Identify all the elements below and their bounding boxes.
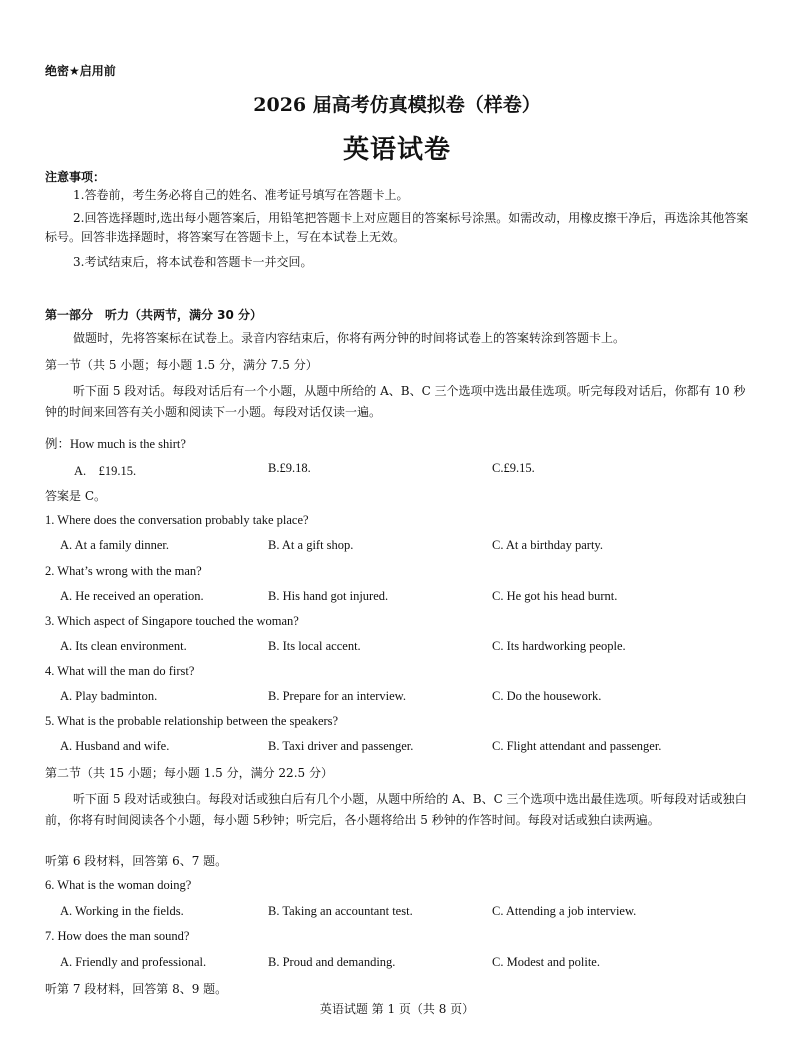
notice-heading: 注意事项： <box>45 170 106 184</box>
question-1-option-c: C. At a birthday party. <box>492 538 603 552</box>
question-1-option-b: B. At a gift shop. <box>268 538 354 552</box>
question-7-option-c: C. Modest and polite. <box>492 955 600 969</box>
question-6-option-c: C. Attending a job interview. <box>492 904 637 918</box>
question-3-option-b: B. Its local accent. <box>268 639 361 653</box>
material-6-note: 听第 6 段材料，回答第 6、7 题。 <box>45 854 228 868</box>
question-5-option-b: B. Taxi driver and passenger. <box>268 739 414 753</box>
question-6: 6. What is the woman doing? <box>45 878 192 892</box>
question-5-option-a: A. Husband and wife. <box>60 739 170 753</box>
exam-title: 2026 届高考仿真模拟卷（样卷） <box>253 94 541 116</box>
page-footer: 英语试题 第 1 页（共 8 页） <box>319 1002 475 1016</box>
question-7-option-b: B. Proud and demanding. <box>268 955 396 969</box>
question-6-option-b: B. Taking an accountant test. <box>268 904 413 918</box>
section2-heading: 第二节（共 15 小题；每小题 1.5 分，满分 22.5 分） <box>45 766 333 780</box>
question-3: 3. Which aspect of Singapore touched the woman? <box>45 614 299 628</box>
question-4-option-c: C. Do the housework. <box>492 689 602 703</box>
question-4: 4. What will the man do first? <box>45 664 195 678</box>
question-1-option-a: A. At a family dinner. <box>60 538 170 552</box>
question-7-option-a: A. Friendly and professional. <box>60 955 207 969</box>
example-option-a: A. £19.15. <box>74 464 137 478</box>
example-question: 例：How much is the shirt? <box>45 437 186 451</box>
question-5-option-c: C. Flight attendant and passenger. <box>492 739 662 753</box>
part1-heading: 第一部分 听力（共两节，满分 30 分） <box>45 308 263 322</box>
question-1: 1. Where does the conversation probably take place? <box>45 513 309 527</box>
question-5: 5. What is the probable relationship between the speakers? <box>45 714 339 728</box>
question-3-option-c: C. Its hardworking people. <box>492 639 626 653</box>
example-option-b: B.£9.18. <box>268 461 311 475</box>
section2-instruction: 听下面 5 段对话或独白。每段对话或独白后有几个小题，从题中所给的 A、B、C 三个选项中选出最佳选项。听每段对话或独白前，你将有时间阅读各个小题，每小题 5秒钟；听完后，各小题将给出 5 秒钟的作答时间。每段对话或独白读两遍。 <box>45 792 747 827</box>
notice-item-2: 2.回答选择题时,选出每小题答案后，用铅笔把答题卡上对应题目的答案标号涂黑。如需改动，用橡皮擦干净后，再选涂其他答案标号。回答非选择题时，将答案写在答题卡上，写在本试卷上无效。 <box>45 211 749 244</box>
section1-heading: 第一节（共 5 小题；每小题 1.5 分，满分 7.5 分） <box>45 358 318 372</box>
question-4-option-a: A. Play badminton. <box>60 689 158 703</box>
question-3-option-a: A. Its clean environment. <box>60 639 187 653</box>
material-7-note: 听第 7 段材料，回答第 8、9 题。 <box>45 982 228 996</box>
question-2-option-b: B. His hand got injured. <box>268 589 389 603</box>
section1-instruction: 听下面 5 段对话。每段对话后有一个小题，从题中所给的 A、B、C 三个选项中选出最佳选项。听完每段对话后，你都有 10 秒钟的时间来回答有关小题和阅读下一小题。每段对话仅读一遍。 <box>45 384 746 419</box>
question-2: 2. What’s wrong with the man? <box>45 564 202 578</box>
subject-title: 英语试卷 <box>342 135 451 165</box>
notice-item-1: 1.答卷前，考生务必将自己的姓名、准考证号填写在答题卡上。 <box>73 188 409 202</box>
notice-item-3: 3.考试结束后，将本试卷和答题卡一并交回。 <box>73 255 313 269</box>
question-2-option-a: A. He received an operation. <box>60 589 204 603</box>
question-6-option-a: A. Working in the fields. <box>60 904 184 918</box>
part1-intro: 做题时，先将答案标在试卷上。录音内容结束后，你将有两分钟的时间将试卷上的答案转涂到答题卡上。 <box>73 331 626 345</box>
question-4-option-b: B. Prepare for an interview. <box>268 689 407 703</box>
question-2-option-c: C. He got his head burnt. <box>492 589 618 603</box>
example-option-c: C.£9.15. <box>492 461 535 475</box>
question-7: 7. How does the man sound? <box>45 929 190 943</box>
example-answer: 答案是 C。 <box>45 489 106 503</box>
confidential-label: 绝密★启用前 <box>45 64 116 78</box>
